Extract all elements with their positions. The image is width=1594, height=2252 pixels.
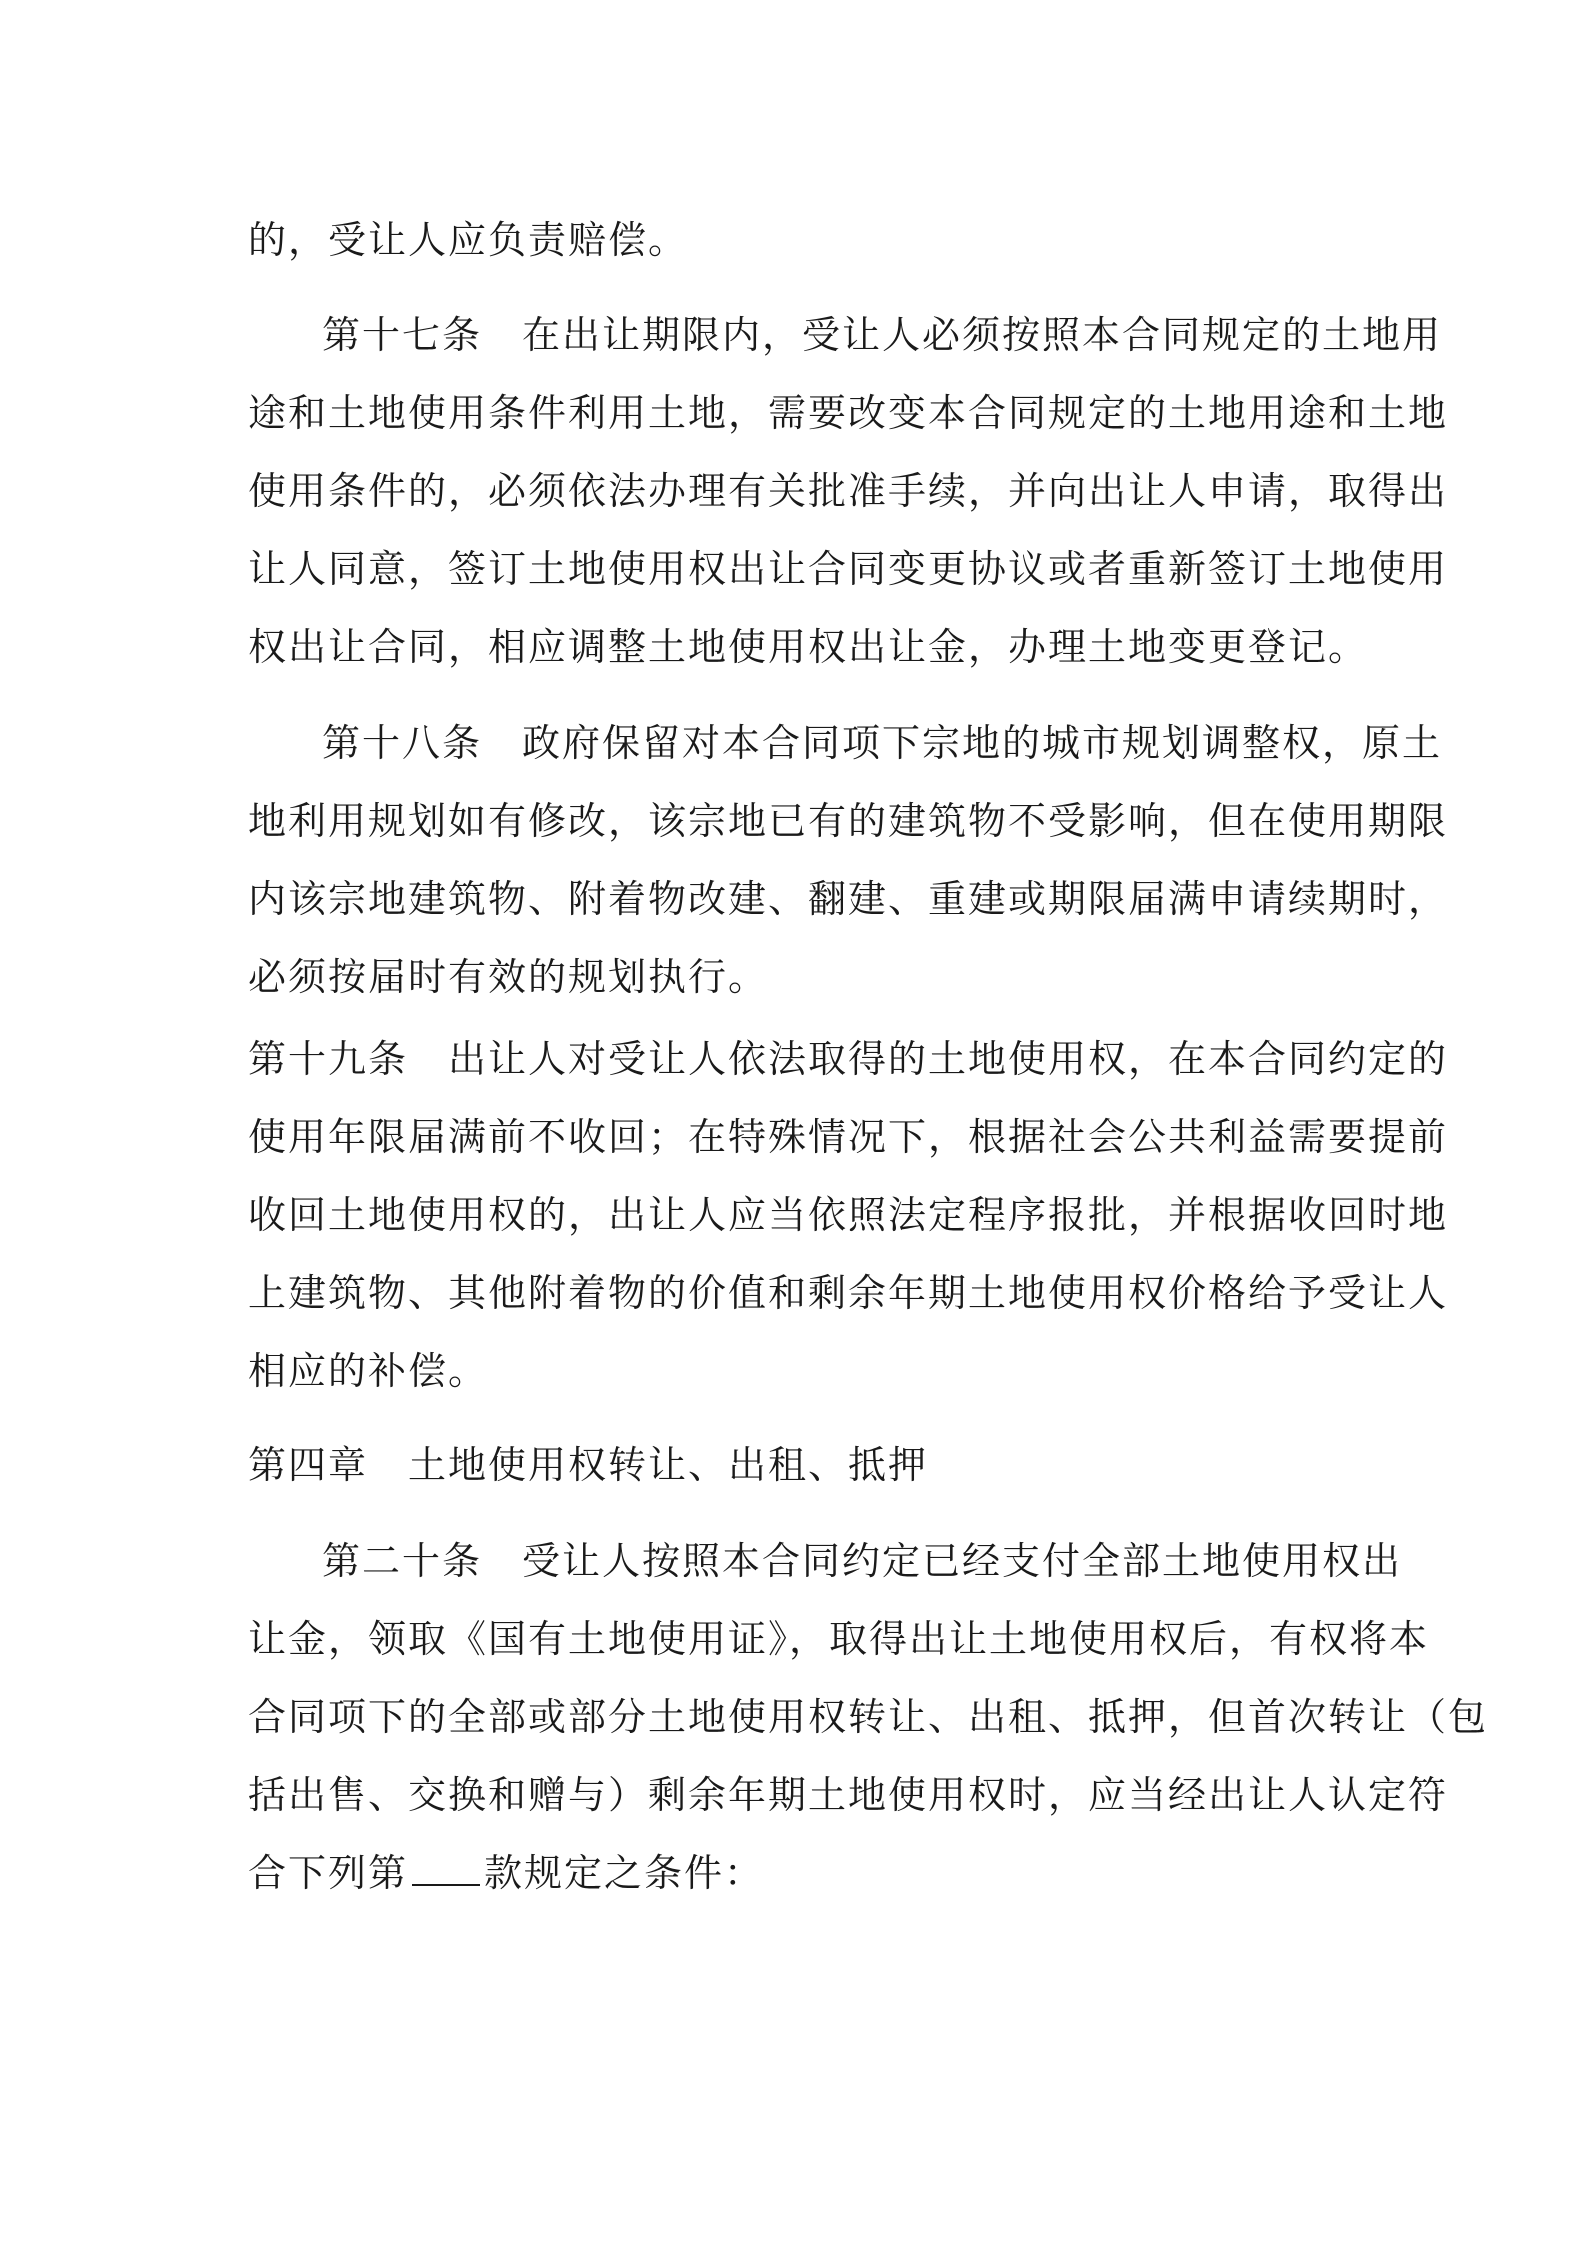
chapter-4-heading: 第四章 土地使用权转让、出租、抵押 [248, 1443, 929, 1487]
text-line: 使用年限届满前不收回；在特殊情况下，根据社会公共利益需要提前 [248, 1115, 1449, 1159]
text-line: 使用条件的，必须依法办理有关批准手续，并向出让人申请，取得出 [248, 469, 1449, 513]
text-line: 括出售、交换和赠与）剩余年期土地使用权时，应当经出让人认定符 [248, 1773, 1449, 1817]
text-line: 必须按届时有效的规划执行。 [248, 955, 769, 999]
text-after-blank: 款规定之条件： [484, 1851, 765, 1895]
text-line-with-blank [248, 1849, 1358, 1897]
text-line: 让金，领取《国有土地使用证》，取得出让土地使用权后，有权将本 [248, 1617, 1430, 1661]
text-line: 相应的补偿。 [248, 1349, 489, 1393]
article-19-heading-line: 第十九条 出让人对受让人依法取得的土地使用权，在本合同约定的 [248, 1037, 1449, 1081]
article-20-heading-line: 第二十条 受让人按照本合同约定已经支付全部土地使用权出 [322, 1539, 1403, 1583]
text-line: 上建筑物、其他附着物的价值和剩余年期土地使用权价格给予受让人 [248, 1271, 1449, 1315]
text-line: 权出让合同，相应调整土地使用权出让金，办理土地变更登记。 [248, 625, 1369, 669]
text-before-blank: 合下列第 [248, 1851, 409, 1895]
text-line: 收回土地使用权的，出让人应当依照法定程序报批，并根据收回时地 [248, 1193, 1449, 1237]
text-line: 的，受让人应负责赔偿。 [248, 218, 689, 262]
article-17-heading-line: 第十七条 在出让期限内，受让人必须按照本合同规定的土地用 [322, 313, 1443, 357]
text-line: 让人同意，签订土地使用权出让合同变更协议或者重新签订土地使用 [248, 547, 1449, 591]
text-line: 途和土地使用条件利用土地，需要改变本合同规定的土地用途和土地 [248, 391, 1449, 435]
fill-in-blank [412, 1854, 480, 1886]
text-line: 地利用规划如有修改，该宗地已有的建筑物不受影响，但在使用期限 [248, 799, 1449, 843]
text-line: 合同项下的全部或部分土地使用权转让、出租、抵押，但首次转让（包 [248, 1695, 1489, 1739]
article-18-heading-line: 第十八条 政府保留对本合同项下宗地的城市规划调整权，原土 [322, 721, 1443, 765]
text-line: 内该宗地建筑物、附着物改建、翻建、重建或期限届满申请续期时， [248, 877, 1449, 921]
